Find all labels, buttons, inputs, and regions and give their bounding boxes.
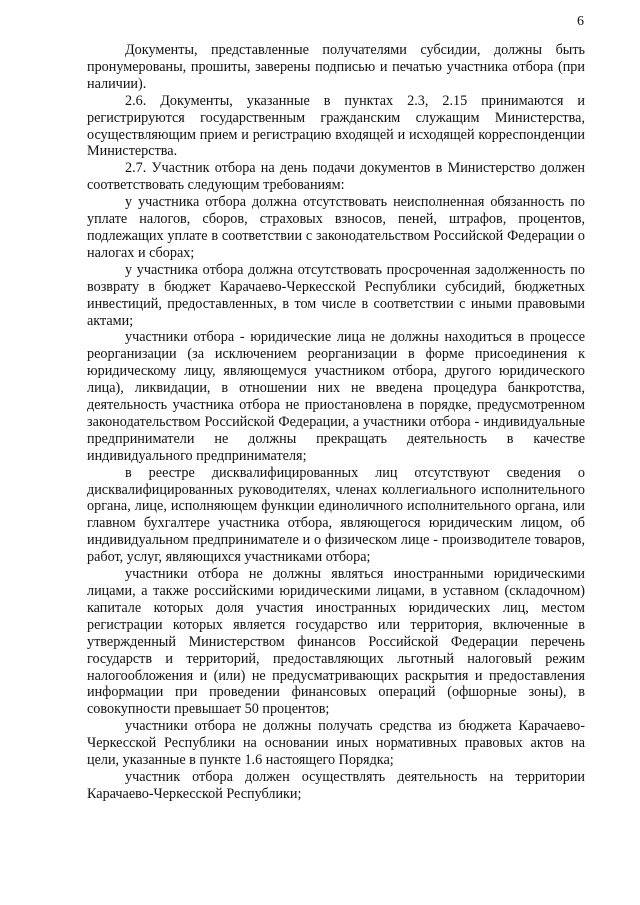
requirement-foreign-entities: участники отбора не должны являться иностранными юридическими лицами, а также российскими юридическими лицами, в уставном (складочном) капитале которых доля участия иностранных юридических лиц, местом регистрации которых является государство или территория, включенные в утвержденный Министерством финансов Российской Федерации перечень государств и территорий, предоставляющих льготный налоговый режим налогообложения и (или) не предусматривающих раскрытия и предоставления информации при проведении финансовых операций (офшорные зоны), в совокупности превышает 50 процентов; <box>87 566 585 718</box>
requirement-no-other-funds: участники отбора не должны получать средства из бюджета Карачаево-Черкесской Республики на основании иных нормативных правовых актов на цели, указанные в пункте 1.6 настоящего Порядка; <box>87 718 585 769</box>
document-body <box>87 42 585 803</box>
requirement-budget-debt: у участника отбора должна отсутствовать просроченная задолженность по возврату в бюджет Карачаево-Черкесской Республики субсидий, бюджетных инвестиций, предоставленных, в том числе в соответствии с иными правовыми актами; <box>87 261 585 329</box>
paragraph-2-7: 2.7. Участник отбора на день подачи документов в Министерство должен соответствовать следующим требованиям: <box>87 160 585 194</box>
page-number: 6 <box>577 14 584 29</box>
paragraph-2-6: 2.6. Документы, указанные в пунктах 2.3, 2.15 принимаются и регистрируются государственным гражданским служащим Министерства, осуществляющим прием и регистрацию входящей и исходящей корреспонденции Министерства. <box>87 92 585 160</box>
paragraph-documents-numbering: Документы, представленные получателями субсидии, должны быть пронумерованы, прошиты, заверены подписью и печатью участника отбора (при наличии). <box>87 42 585 92</box>
requirement-territory: участник отбора должен осуществлять деятельность на территории Карачаево-Черкесской Республики; <box>87 768 585 802</box>
requirement-reorganization: участники отбора - юридические лица не должны находиться в процессе реорганизации (за исключением реорганизации в форме присоединения к юридическому лицу, являющемуся участником отбора, другого юридического лица), ликвидации, в отношении них не введена процедура банкротства, деятельность участника отбора не приостановлена в порядке, предусмотренном законодательством Российской Федерации, а участники отбора - индивидуальные предприниматели не должны прекращать деятельность в качестве индивидуального предпринимателя; <box>87 329 585 464</box>
requirement-taxes: у участника отбора должна отсутствовать неисполненная обязанность по уплате налогов, сборов, страховых взносов, пеней, штрафов, процентов, подлежащих уплате в соответствии с законодательством Российской Федерации о налогах и сборах; <box>87 194 585 261</box>
requirement-disqualified-registry: в реестре дисквалифицированных лиц отсутствуют сведения о дисквалифицированных руководителях, членах коллегиального исполнительного органа, лице, исполняющем функции единоличного исполнительного органа, или главном бухгалтере участника отбора, являющегося юридическим лицом, об индивидуальном предпринимателе и о физическом лице - производителе товаров, работ, услуг, являющихся участниками отбора; <box>87 464 585 566</box>
